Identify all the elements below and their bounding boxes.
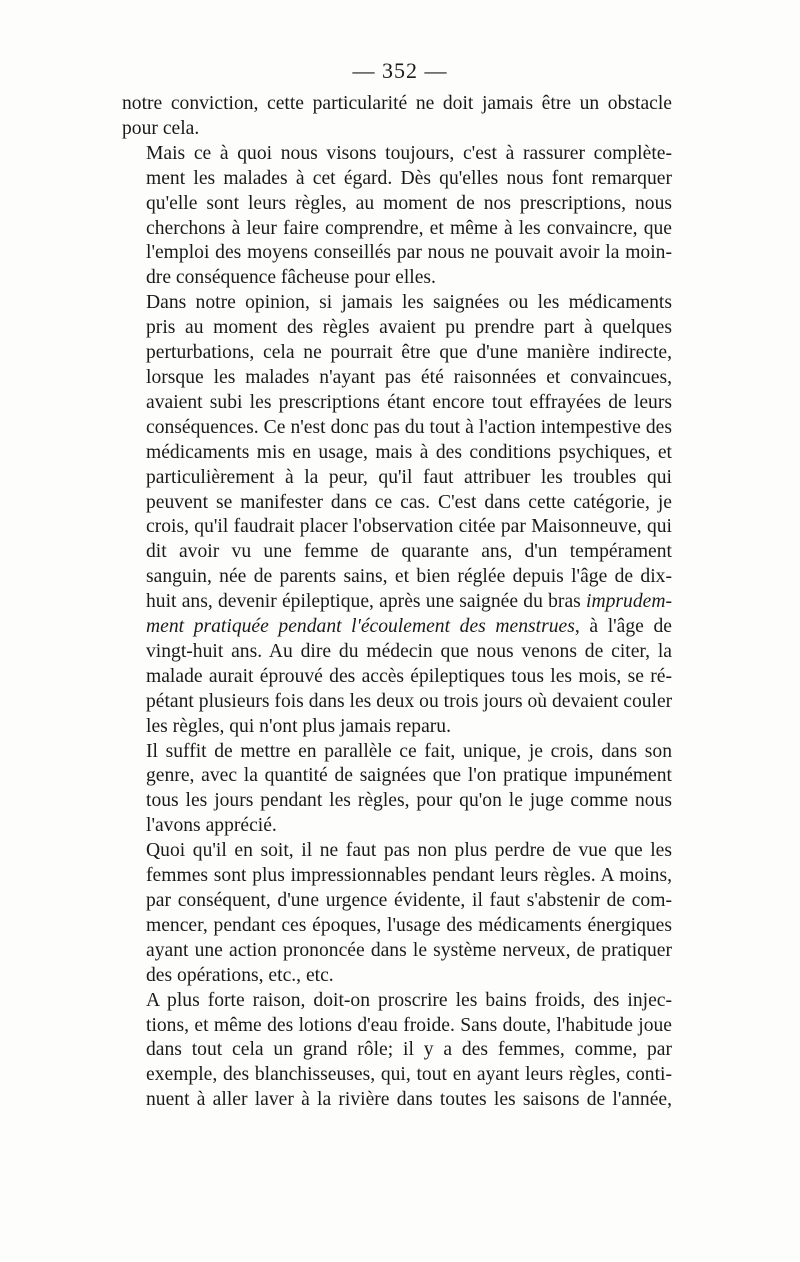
text-line: médicaments mis en usage, mais à des conditions psychiques, et [146,441,672,463]
text-line: Quoi qu'il en soit, il ne faut pas non plus perdre de vue que les [146,840,672,862]
italic-text: ment pratiquée pendant l'écoulement des menstrues [146,616,575,638]
text-line: Il suffit de mettre en parallèle ce fait, unique, je crois, dans son [146,740,672,762]
text-line: dans tout cela un grand rôle; il y a des femmes, comme, par [146,1039,672,1061]
paragraph [122,839,672,988]
paragraph [122,142,672,291]
text-line: dre conséquence fâcheuse pour elles. [146,267,436,289]
page-number: — 352 — [352,58,448,83]
text-line: A plus forte raison, doit-on proscrire les bains froids, des injec- [146,989,672,1011]
text-line: Mais ce à quoi nous visons toujours, c'est à rassurer complète- [146,142,672,164]
text-line: avaient subi les prescriptions étant encore tout effrayées de leurs [146,391,672,413]
paragraph [122,291,672,739]
text-line: l'emploi des moyens conseillés par nous ne pouvait avoir la moin- [146,242,672,264]
text-line: dit avoir vu une femme de quarante ans, d'un tempérament [146,541,672,563]
paragraph [122,740,672,840]
body-text [122,92,672,1113]
text-line: ment les malades à cet égard. Dès qu'elles nous font remarquer [146,167,672,189]
text-line: tous les jours pendant les règles, pour qu'on le juge comme nous [146,790,672,812]
italic-text: imprudem- [586,591,672,613]
text-line: perturbations, cela ne pourrait être que d'une manière indirecte, [146,342,672,364]
text-line: crois, qu'il faudrait placer l'observation citée par Maisonneuve, qui [146,516,672,538]
text-line: tions, et même des lotions d'eau froide. Sans doute, l'habitude joue [146,1014,672,1036]
text-line: vingt-huit ans. Au dire du médecin que nous venons de citer, la [146,640,672,662]
text-line: femmes sont plus impressionnables pendant leurs règles. A moins, [146,865,672,887]
text-line: l'avons apprécié. [146,815,277,837]
text-line: exemple, des blanchisseuses, qui, tout en ayant leurs règles, conti- [146,1064,672,1086]
text-line: peuvent se manifester dans ce cas. C'est dans cette catégorie, je [146,491,672,513]
paragraph [122,989,672,1114]
text-line: nuent à aller laver à la rivière dans toutes les saisons de l'année, [146,1089,672,1111]
text-line: des opérations, etc., etc. [146,964,334,986]
text-line: sanguin, née de parents sains, et bien réglée depuis l'âge de dix- [146,566,672,588]
text-line: pétant plusieurs fois dans les deux ou trois jours où devaient couler [146,690,673,712]
text-line: pour cela. [122,117,200,139]
text-line: les règles, qui n'ont plus jamais reparu. [146,715,451,737]
text-line: particulièrement à la peur, qu'il faut attribuer les troubles qui [146,466,672,488]
text-line: huit ans, devenir épileptique, après une saignée du bras imprudem- [146,591,672,613]
text-line: ment pratiquée pendant l'écoulement des menstrues, à l'âge de [146,616,672,638]
text-line: malade aurait éprouvé des accès épileptiques tous les mois, se ré- [146,665,672,687]
text-line: genre, avec la quantité de saignées que l'on pratique impunément [146,765,672,787]
text-line: Dans notre opinion, si jamais les saignées ou les médicaments [146,292,672,314]
paragraph [122,92,672,142]
text-line: mencer, pendant ces époques, l'usage des médicaments énergiques [146,914,672,936]
text-line: conséquences. Ce n'est donc pas du tout à l'action intempestive des [146,416,672,438]
text-line: pris au moment des règles avaient pu prendre part à quelques [146,317,672,339]
text-line: lorsque les malades n'ayant pas été raisonnées et convaincues, [146,366,672,388]
text-line: ayant une action prononcée dans le système nerveux, de pratiquer [146,939,672,961]
text-line: cherchons à leur faire comprendre, et même à les convaincre, que [146,217,672,239]
text-line: par conséquent, d'une urgence évidente, il faut s'abstenir de com- [146,890,672,911]
text-line: notre conviction, cette particularité ne doit jamais être un obstacle [122,93,672,114]
text-line: qu'elle sont leurs règles, au moment de nos prescriptions, nous [146,192,672,214]
